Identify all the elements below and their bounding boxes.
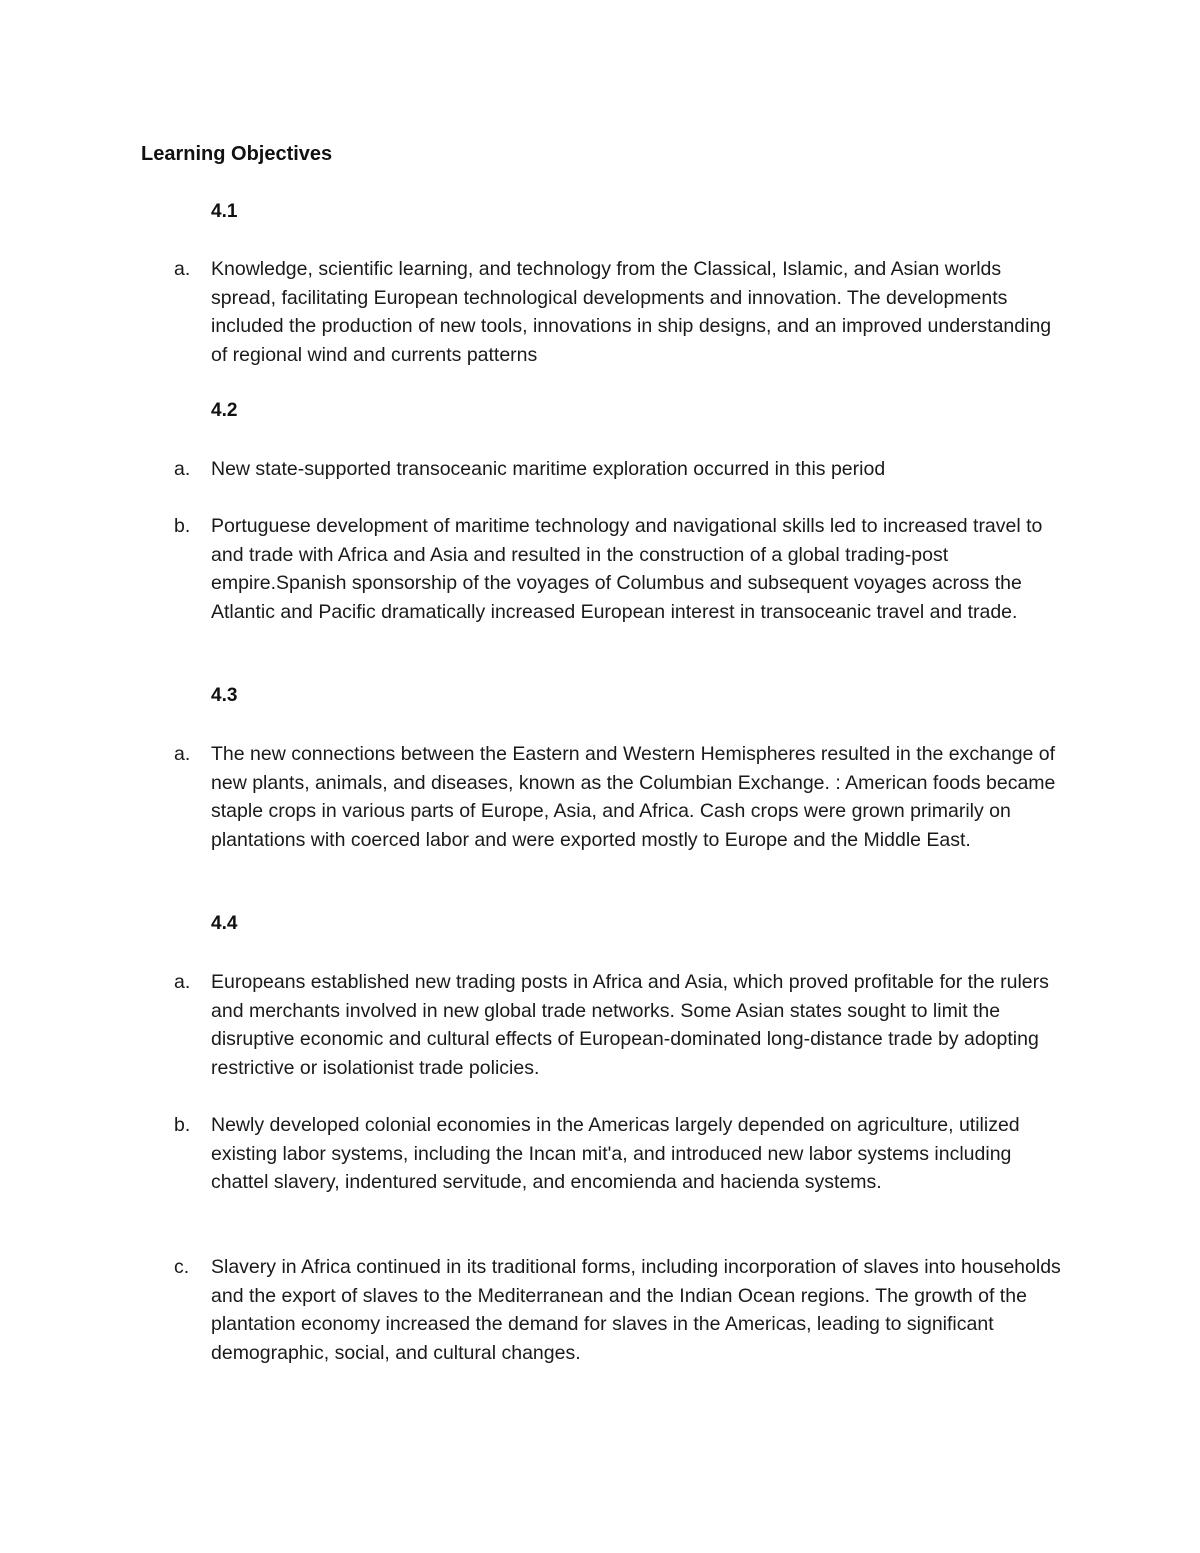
list-marker: a. (174, 743, 191, 765)
list-item-text: Slavery in Africa continued in its traditional forms, including incorporation of slaves into households and the export of slaves to the Mediterranean and the Indian Ocean regions. The growth of the plantation economy increased the demand for slaves in the Americas, leading to significant demographic, social, and cultural changes. (211, 1256, 1061, 1364)
list-marker: b. (174, 1114, 191, 1136)
list-item (174, 255, 1074, 369)
list-item (174, 455, 1074, 484)
section-heading-4-2: 4.2 (211, 400, 238, 421)
list-item (174, 968, 1074, 1082)
document-title: Learning Objectives (141, 143, 333, 165)
list-marker: a. (174, 458, 191, 480)
list-item-text: New state-supported transoceanic maritime exploration occurred in this period (211, 458, 886, 480)
list-item (174, 1253, 1074, 1367)
list-item-text: Newly developed colonial economies in the Americas largely depended on agriculture, utilized existing labor systems, including the Incan mit'a, and introduced new labor systems including chattel slavery, indentured servitude, and encomienda and hacienda systems. (211, 1114, 1020, 1194)
list-item (174, 512, 1074, 626)
list-marker: c. (174, 1256, 190, 1278)
list-item-text: Europeans established new trading posts in Africa and Asia, which proved profitable for the rulers and merchants involved in new global trade networks. Some Asian states sought to limit the disruptive economic and cultural effects of European-dominated long-distance trade by adopting restrictive or isolationist trade policies. (211, 971, 1049, 1079)
list-item-text: Portuguese development of maritime technology and navigational skills led to increased travel to and trade with Africa and Asia and resulted in the construction of a global trading-post empire.Spanish sponsorship of the voyages of Columbus and subsequent voyages across the Atlantic and Pacific dramatically increased European interest in transoceanic travel and trade. (211, 515, 1043, 623)
section-heading-4-4: 4.4 (211, 913, 238, 934)
list-marker: a. (174, 258, 191, 280)
section-heading-4-1: 4.1 (211, 201, 238, 222)
list-item (174, 1111, 1074, 1197)
section-heading-4-3: 4.3 (211, 685, 238, 706)
list-item-text: The new connections between the Eastern and Western Hemispheres resulted in the exchange of new plants, animals, and diseases, known as the Columbian Exchange. : American foods became staple crops in various parts of Europe, Asia, and Africa. Cash crops were grown primarily on plantations with coerced labor and were exported mostly to Europe and the Middle East. (211, 743, 1056, 851)
list-item-text: Knowledge, scientific learning, and technology from the Classical, Islamic, and Asian worlds spread, facilitating European technological developments and innovation. The developments included the production of new tools, innovations in ship designs, and an improved understanding of regional wind and currents patterns (211, 258, 1052, 366)
list-marker: a. (174, 971, 191, 993)
list-item (174, 740, 1074, 854)
list-marker: b. (174, 515, 191, 537)
